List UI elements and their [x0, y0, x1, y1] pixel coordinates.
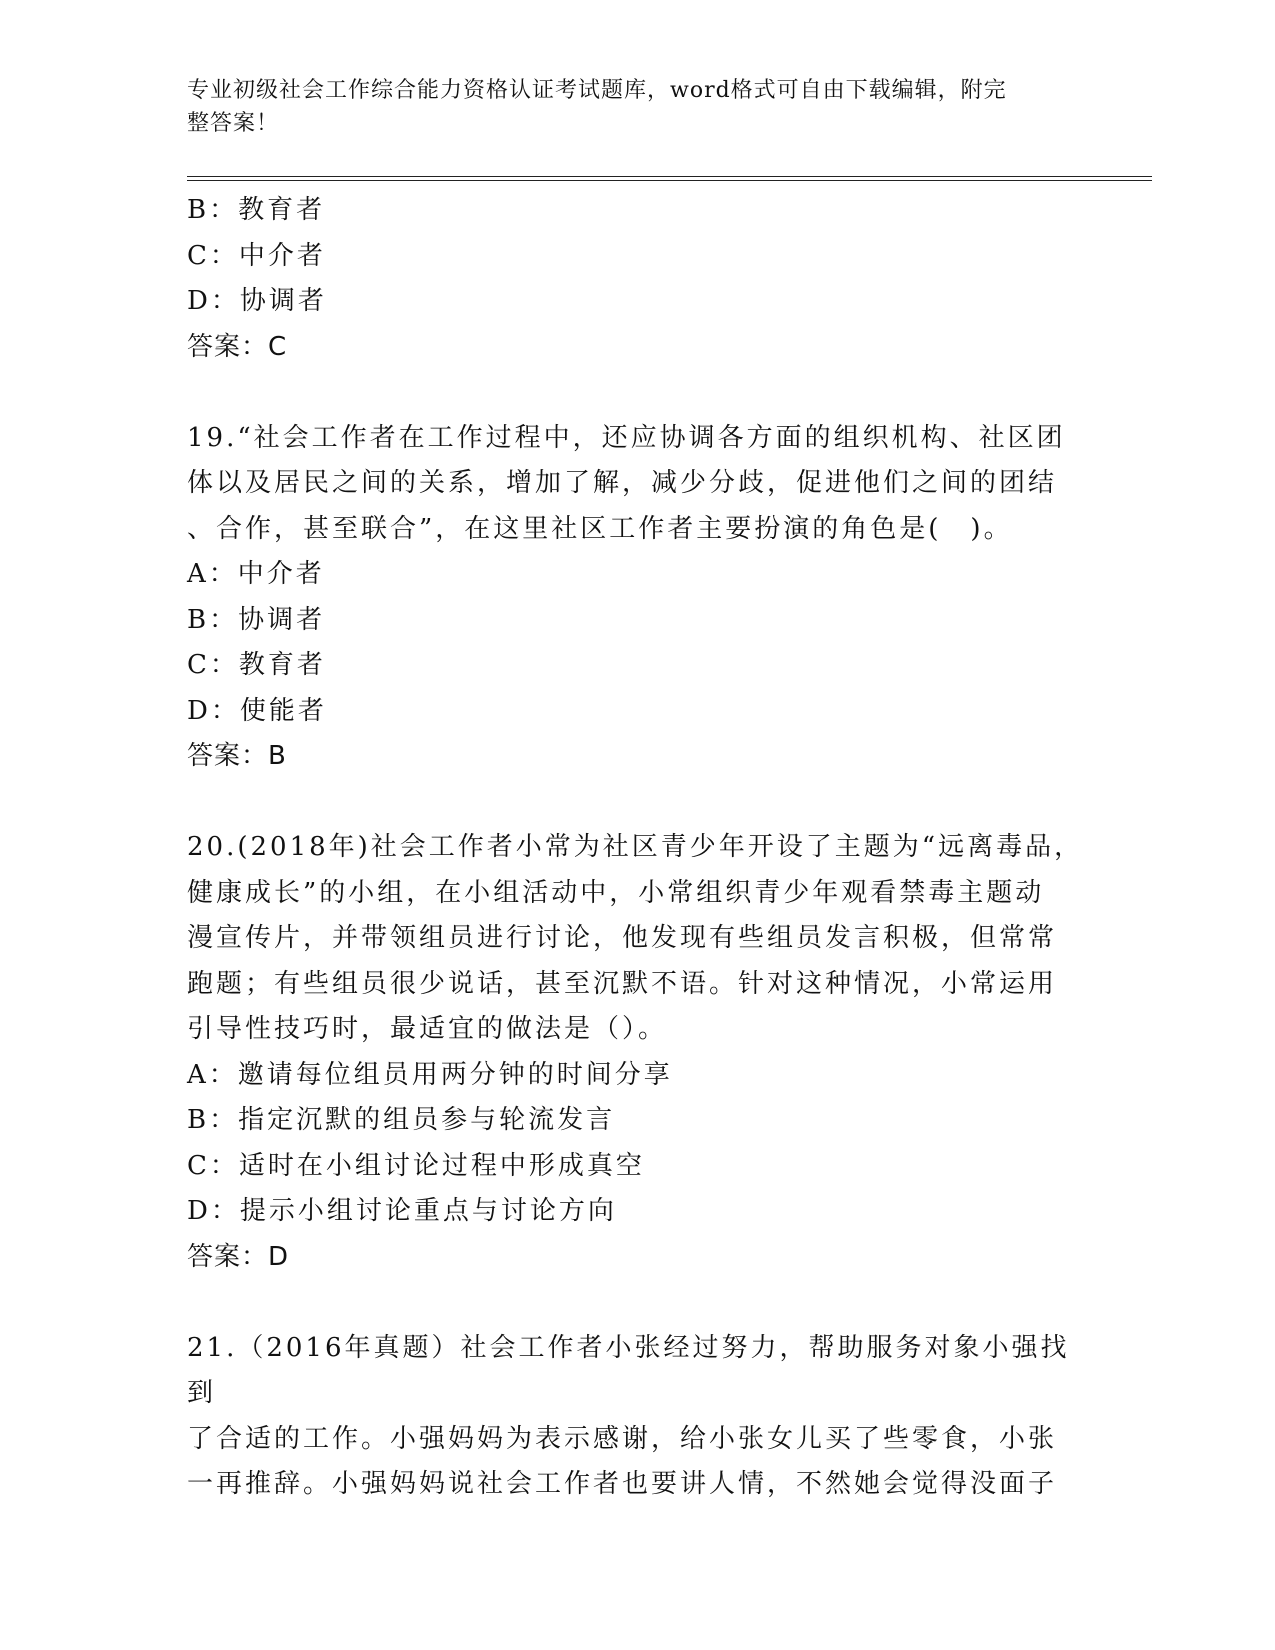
option-b: B：教育者 [187, 195, 326, 225]
option-d: D：协调者 [187, 286, 327, 316]
option-d: D：提示小组讨论重点与讨论方向 [187, 1196, 617, 1226]
header-divider [187, 176, 1152, 181]
document-body [187, 188, 1087, 1508]
page-header [187, 74, 1067, 140]
question-text: 19.“社会工作者在工作过程中，还应协调各方面的组织机构、社区团 体以及居民之间的关系，增加了解，减少分歧，促进他们之间的团结 、合作，甚至联合”，在这里社区工作者主要扮演的角色是( )。 [187, 422, 1066, 544]
header-line-2: 整答案！ [187, 111, 280, 136]
option-c: C：适时在小组讨论过程中形成真空 [187, 1150, 645, 1181]
question-21 [187, 1326, 1087, 1508]
option-b: B：协调者 [187, 604, 326, 635]
question-text: 21.（2016年真题）社会工作者小张经过努力，帮助服务对象小强找到 了合适的工作。小强妈妈为表示感谢，给小张女儿买了些零食，小张 一再推辞。小强妈妈说社会工作者也要讲人情，不然她会觉得没面子 [187, 1332, 1070, 1499]
option-d: D：使能者 [187, 695, 327, 726]
option-c: C：中介者 [187, 240, 326, 271]
header-line-1: 专业初级社会工作综合能力资格认证考试题库，word格式可自由下载编辑，附完 [187, 78, 1007, 103]
question-20 [187, 825, 1087, 1280]
answer: 答案：D [187, 1241, 290, 1272]
question-18-tail [187, 188, 1087, 370]
answer: 答案：C [187, 331, 288, 362]
option-b: B：指定沉默的组员参与轮流发言 [187, 1105, 616, 1135]
question-19 [187, 416, 1087, 780]
question-text: 20.(2018年)社会工作者小常为社区青少年开设了主题为“远离毒品， 健康成长”的小组，在小组活动中，小常组织青少年观看禁毒主题动 漫宣传片，并带领组员进行讨论，他发现有些组员发言积极，但常常 跑题；有些组员很少说话，甚至沉默不语。针对这种情况，小常运用 引导性技巧时，最适宜的做法是（）。 [187, 832, 1084, 1044]
option-a: A：邀请每位组员用两分钟的时间分享 [187, 1059, 673, 1090]
option-a: A：中介者 [187, 559, 325, 589]
answer: 答案：B [187, 741, 287, 771]
option-c: C：教育者 [187, 650, 326, 680]
